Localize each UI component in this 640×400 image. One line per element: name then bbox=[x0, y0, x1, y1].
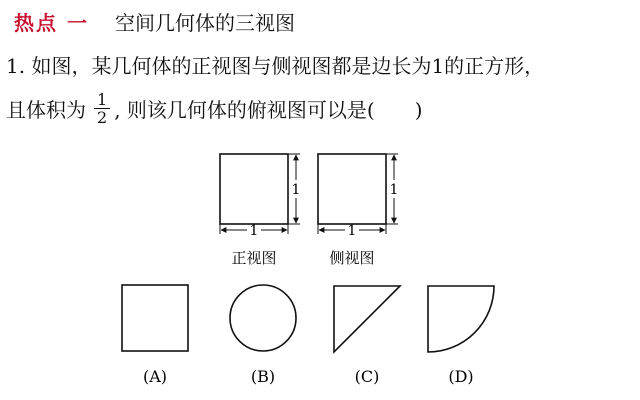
option-b-label: (B) bbox=[250, 367, 276, 386]
side-height-label: 1 bbox=[389, 182, 399, 198]
side-view-square bbox=[318, 154, 386, 224]
side-view bbox=[318, 154, 398, 267]
side-view-label: 侧视图 bbox=[329, 249, 375, 267]
option-d-quarter-circle-shape bbox=[428, 286, 494, 352]
front-width-label: 1 bbox=[249, 223, 259, 239]
option-b[interactable] bbox=[230, 285, 296, 386]
option-b-circle-shape bbox=[230, 285, 296, 351]
question-text-after: , 则该几何体的俯视图可以是( ) bbox=[114, 97, 423, 122]
fraction-denominator: 2 bbox=[97, 107, 108, 127]
fraction-numerator: 1 bbox=[94, 91, 110, 109]
option-c[interactable] bbox=[334, 286, 400, 386]
front-height-label: 1 bbox=[291, 182, 301, 198]
side-width-label: 1 bbox=[347, 223, 357, 239]
front-view-square bbox=[220, 154, 288, 224]
option-a[interactable] bbox=[122, 285, 188, 386]
option-a-square-shape bbox=[122, 285, 188, 351]
option-c-label: (C) bbox=[354, 367, 380, 386]
option-c-triangle-shape bbox=[334, 286, 400, 352]
option-d-label: (D) bbox=[448, 367, 474, 386]
hot-label: 热点 一 bbox=[14, 10, 89, 35]
front-view bbox=[220, 154, 300, 267]
question-line-1: 1. 如图，某几何体的正视图与侧视图都是边长为1的正方形， bbox=[6, 54, 545, 78]
topic-title: 空间几何体的三视图 bbox=[114, 10, 295, 35]
option-a-label: (A) bbox=[142, 367, 168, 386]
front-view-label: 正视图 bbox=[231, 249, 277, 267]
option-d[interactable] bbox=[428, 286, 494, 386]
question-text-before: 且体积为 bbox=[6, 97, 86, 122]
